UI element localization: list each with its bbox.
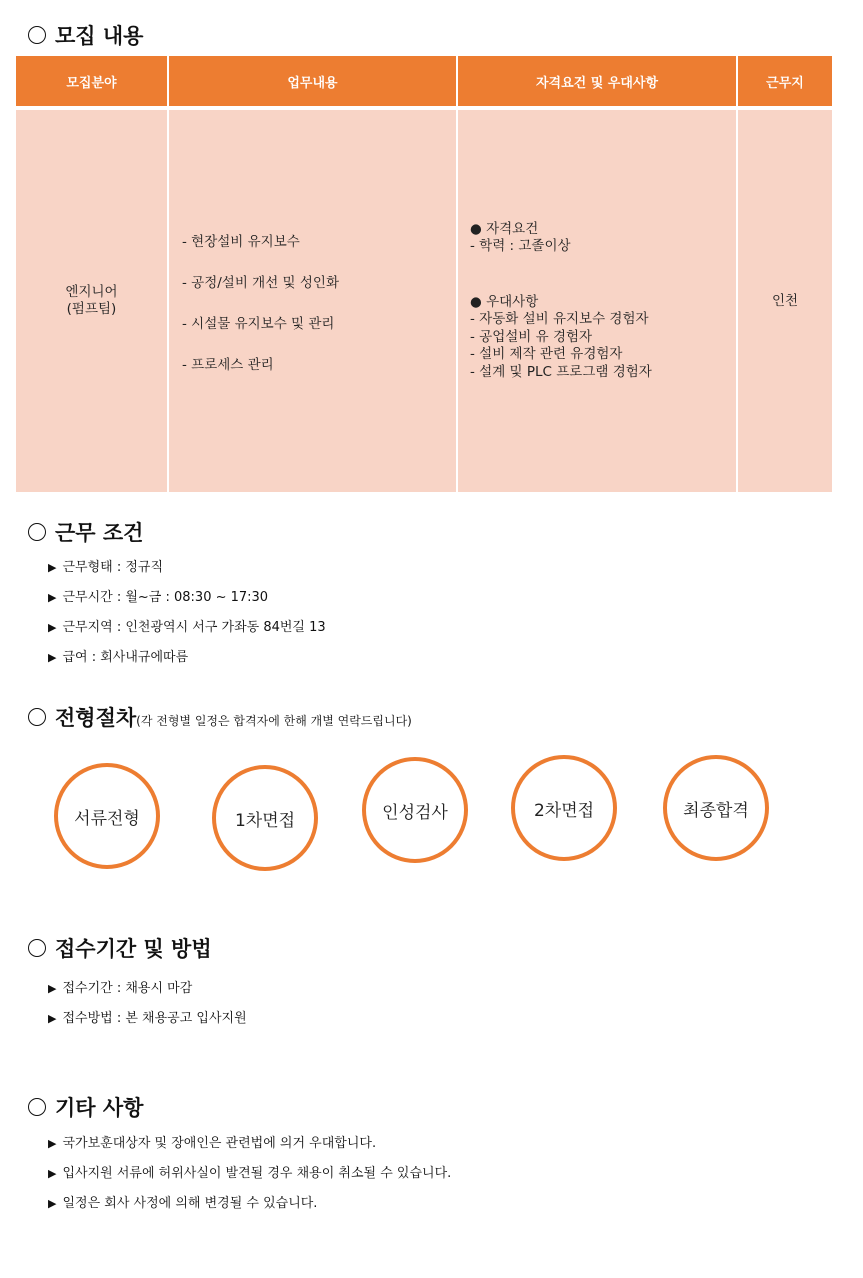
triangle-right-icon: ▶ (48, 561, 57, 574)
header-location: 근무지 (737, 56, 832, 108)
table-header-row (16, 56, 832, 108)
list-item (48, 643, 326, 673)
list-item-text: 접수기간 : 채용시 마감 (62, 981, 193, 996)
duty-item: - 프로세스 관리 (182, 356, 274, 373)
duty-item: - 현장설비 유지보수 (182, 233, 300, 250)
header-qualifications: 자격요건 및 우대사항 (457, 56, 737, 108)
list-item (48, 974, 247, 1004)
section-title-text: 기타 사항 (55, 1096, 144, 1120)
preferred-title: ● 우대사항 (470, 293, 539, 310)
list-item-text: 접수방법 : 본 채용공고 입사지원 (62, 1011, 247, 1026)
qualifications-title: ● 자격요건 (470, 220, 539, 237)
section-title-process (28, 702, 412, 732)
field-name: 엔지니어 (65, 284, 118, 301)
preferred-item: - 설계 및 PLC 프로그램 경험자 (470, 363, 652, 380)
section-title-text: 전형절차 (55, 706, 137, 730)
list-item-text: 국가보훈대상자 및 장애인은 관련법에 의거 우대합니다. (62, 1136, 377, 1151)
list-item (48, 1129, 451, 1159)
conditions-list (48, 553, 326, 673)
triangle-right-icon: ▶ (48, 1167, 57, 1180)
field-cell (16, 108, 168, 492)
list-item (48, 1159, 451, 1189)
preferred-item: - 자동화 설비 유지보수 경험자 (470, 311, 649, 328)
circle-outline-icon (28, 1098, 46, 1116)
header-duties: 업무내용 (168, 56, 457, 108)
list-item-text: 근무지역 : 인천광역시 서구 가좌동 84번길 13 (62, 620, 326, 635)
etc-list (48, 1129, 451, 1219)
list-item (48, 613, 326, 643)
duty-item: - 시설물 유지보수 및 관리 (182, 315, 335, 332)
circle-outline-icon (28, 523, 46, 541)
list-item (48, 553, 326, 583)
section-title-conditions (28, 517, 143, 547)
table-row (16, 108, 832, 492)
step-personality-test: 인성검사 (362, 757, 468, 863)
preferred-item: - 설비 제작 관련 유경험자 (470, 346, 623, 363)
qualifications-cell (457, 108, 737, 492)
triangle-right-icon: ▶ (48, 1137, 57, 1150)
section-title-recruit (28, 20, 143, 50)
duty-item: - 공정/설비 개선 및 성인화 (182, 274, 339, 291)
triangle-right-icon: ▶ (48, 1197, 57, 1210)
duties-list (169, 230, 456, 373)
step-final-pass: 최종합격 (663, 755, 769, 861)
qualifications-block (458, 221, 736, 382)
process-note: (각 전형별 일정은 합격자에 한해 개별 연락드립니다) (136, 714, 412, 728)
circle-outline-icon (28, 26, 46, 44)
field-team: (펌프팀) (66, 301, 117, 317)
section-title-apply (28, 933, 212, 963)
step-second-interview: 2차면접 (511, 755, 617, 861)
list-item-text: 근무형태 : 정규직 (62, 560, 164, 575)
triangle-right-icon: ▶ (48, 591, 57, 604)
circle-outline-icon (28, 939, 46, 957)
location-cell: 인천 (737, 108, 832, 492)
triangle-right-icon: ▶ (48, 1012, 57, 1025)
list-item-text: 근무시간 : 월~금 : 08:30 ~ 17:30 (62, 590, 269, 605)
duties-cell (168, 108, 457, 492)
list-item-text: 급여 : 회사내규에따름 (62, 650, 189, 665)
recruit-table (16, 56, 832, 492)
list-item-text: 입사지원 서류에 허위사실이 발견될 경우 채용이 취소될 수 있습니다. (62, 1166, 452, 1181)
section-title-text: 접수기간 및 방법 (55, 937, 212, 961)
triangle-right-icon: ▶ (48, 651, 57, 664)
circle-outline-icon (28, 708, 46, 726)
section-title-etc (28, 1092, 143, 1122)
step-first-interview: 1차면접 (212, 765, 318, 871)
list-item (48, 1189, 451, 1219)
triangle-right-icon: ▶ (48, 982, 57, 995)
qualification-item: - 학력 : 고졸이상 (470, 238, 571, 255)
preferred-item: - 공업설비 유 경험자 (470, 328, 593, 345)
step-document-screening: 서류전형 (54, 763, 160, 869)
section-title-text: 근무 조건 (55, 521, 144, 545)
section-title-text: 모집 내용 (55, 24, 144, 48)
list-item-text: 일정은 회사 사정에 의해 변경될 수 있습니다. (62, 1196, 318, 1211)
triangle-right-icon: ▶ (48, 621, 57, 634)
header-field: 모집분야 (16, 56, 168, 108)
list-item (48, 1004, 247, 1034)
apply-list (48, 974, 247, 1034)
list-item (48, 583, 326, 613)
